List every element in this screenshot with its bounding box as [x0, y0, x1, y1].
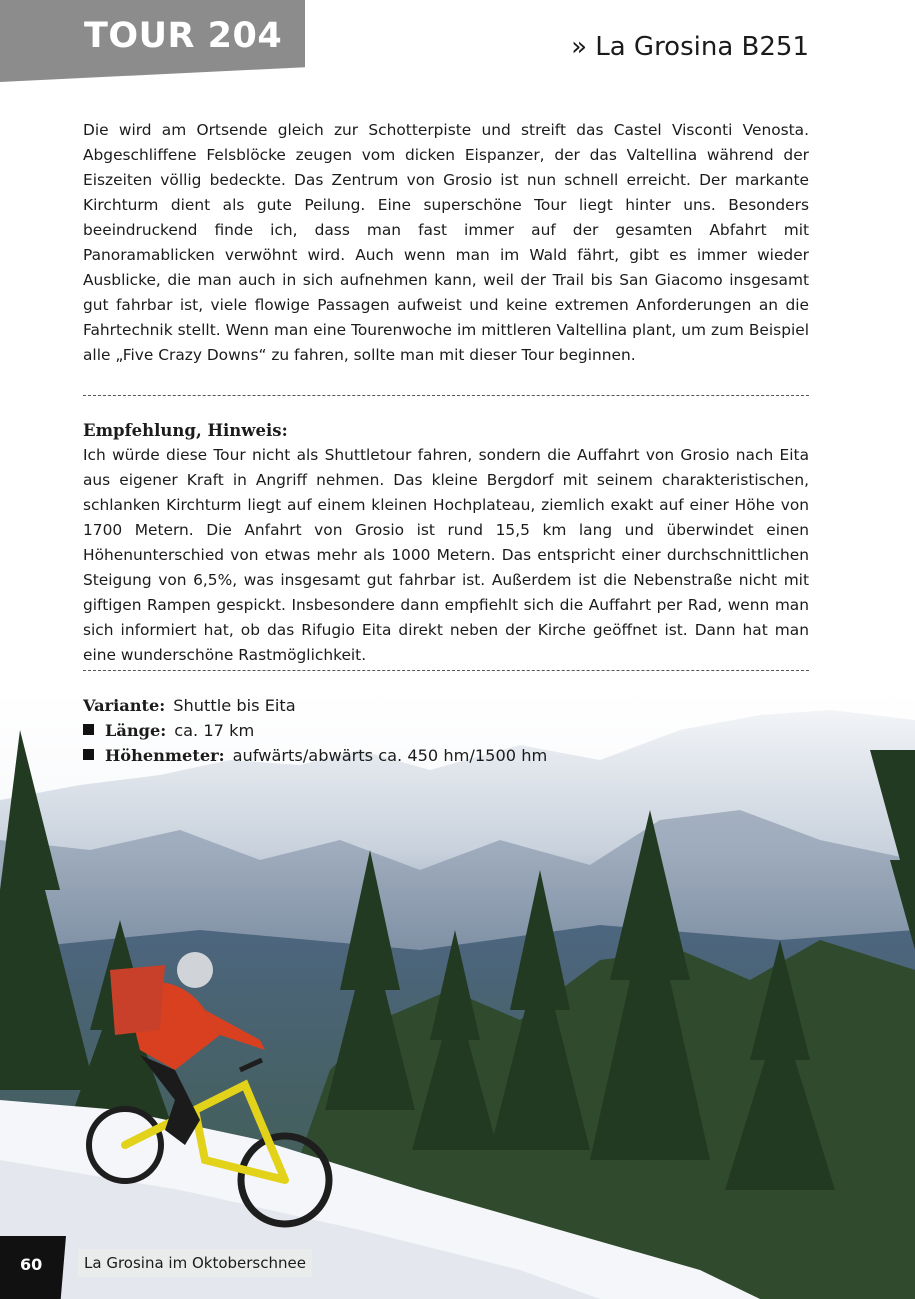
variant-value: Shuttle bis Eita [173, 696, 296, 715]
tour-label: TOUR 204 [84, 16, 283, 56]
detail-row-elevation [83, 743, 783, 768]
tour-details [83, 693, 783, 768]
square-bullet-icon [83, 724, 94, 735]
photo-mountain-bike-snow [0, 690, 915, 1299]
recommendation-heading: Empfehlung, Hinweis: [83, 421, 288, 440]
length-value: ca. 17 km [174, 721, 255, 740]
recommendation-paragraph: Ich würde diese Tour nicht als Shuttletour fahren, sondern die Auffahrt von Grosio nach Eita aus eigener Kraft in Angriff nehmen. Das kleine Bergdorf mit seinem charakteristischen, schlanken Kirchturm liegt auf einem kleinen Hochplateau, ziemlich exakt auf einer Höhe von 1700 Metern. Die Anfahrt von Grosio ist rund 15,5 km lang und überwindet einen Höhenunterschied von etwas mehr als 1000 Metern. Das entspricht einer durchschnittlichen Steigung von 6,5%, was insgesamt gut fahrbar ist. Außerdem ist die Nebenstraße nicht mit giftigen Rampen gespickt. Insbesondere dann empfiehlt sich die Auffahrt per Rad, wenn man sich informiert hat, ob das Rifugio Eita direkt neben der Kirche geöffnet ist. Dann hat man eine wunderschöne Rastmöglichkeit. [83, 446, 809, 664]
variant-row [83, 693, 783, 718]
variant-label: Variante: [83, 696, 166, 715]
divider [83, 395, 809, 396]
route-title: » La Grosina B251 [571, 32, 809, 62]
divider [83, 670, 809, 671]
length-label: Länge: [105, 721, 167, 740]
intro-paragraph: Die wird am Ortsende gleich zur Schotterpiste und streift das Castel Visconti Venosta. Abgeschliffene Felsblöcke zeugen vom dicken Eispanzer, der das Valtellina während der Eiszeiten völlig bedeckte. Das Zentrum von Grosio ist nun schnell erreicht. Der markante Kirchturm dient als gute Peilung. Eine superschöne Tour liegt hinter uns. Besonders beeindruckend finde ich, dass man fast immer auf der gesamten Abfahrt mit Panoramablicken verwöhnt wird. Auch wenn man im Wald fährt, gibt es immer wieder Ausblicke, die man auch in sich aufnehmen kann, weil der Trail bis San Giacomo insgesamt gut fahrbar ist, viele flowige Passagen aufweist und keine extremen Anforderungen an die Fahrtechnik stellt. Wenn man eine Tourenwoche im mittleren Valtellina plant, um zum Beispiel alle „Five Crazy Downs“ zu fahren, sollte man mit dieser Tour beginnen. [83, 121, 809, 364]
page-number: 60 [20, 1255, 43, 1274]
photo-caption: La Grosina im Oktoberschnee [78, 1249, 312, 1277]
square-bullet-icon [83, 749, 94, 760]
detail-row-length [83, 718, 783, 743]
elevation-value: aufwärts/abwärts ca. 450 hm/1500 hm [232, 746, 548, 765]
elevation-label: Höhenmeter: [105, 746, 225, 765]
